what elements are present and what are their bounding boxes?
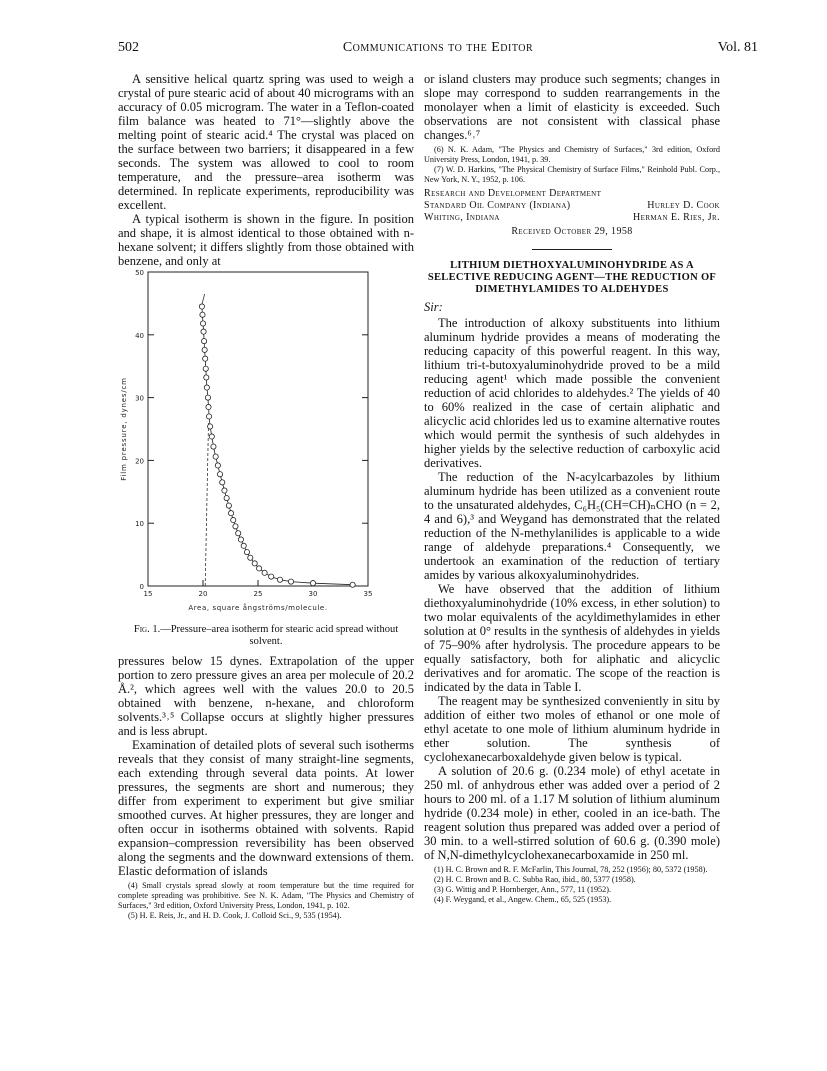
data-point [252, 561, 257, 566]
footnote-r3: (3) G. Wittig and P. Hornberger, Ann., 577, 11 (1952). [434, 885, 612, 894]
y-tick-label: 40 [135, 331, 144, 340]
data-point [238, 537, 243, 542]
data-point [203, 366, 208, 371]
article-title: LITHIUM DIETHOXYALUMINOHYDRIDE AS A SELECTIVE REDUCING AGENT—THE REDUCTION OF DIMETHYLAMIDES TO ALDEHYDES [427, 260, 717, 295]
volume-label: Vol. 81 [717, 40, 758, 55]
y-tick-label: 20 [135, 457, 144, 466]
data-point [209, 434, 214, 439]
data-point [220, 480, 225, 485]
data-point [288, 579, 293, 584]
x-tick-label: 25 [253, 590, 263, 598]
data-point [350, 582, 355, 587]
data-point [248, 555, 253, 560]
left-column [118, 72, 414, 921]
left-paragraph-3: pressures below 15 dynes. Extrapolation of the upper portion to zero pressure gives an area per molecule of 20.2 Å.², which agrees well with the values 20.0 to 20.5 obtained with benzene, n-hexane, and chloroform solvents.³˒⁵ Collapse occurs at slightly higher pressures and is less abrupt. [118, 654, 414, 738]
data-point [222, 488, 227, 493]
x-tick-label: 15 [143, 590, 153, 598]
author-ries: Herman E. Ries, Jr. [633, 212, 720, 223]
data-point [206, 414, 211, 419]
y-tick-label: 0 [139, 583, 144, 591]
data-point [205, 395, 210, 400]
data-point [202, 347, 207, 352]
footnote-5: (5) H. E. Reis, Jr., and H. D. Cook, J. Colloid Sci., 9, 535 (1954). [128, 911, 342, 920]
right-paragraph-5: The reagent may be synthesized conveniently in situ by addition of either two moles of ethanol or one mole of ethyl acetate to one mole of lithium aluminum hydride in ether solution. The synthesis of cyclohexanecarboxaldehyde given below is typical. [424, 694, 720, 764]
y-tick-label: 10 [135, 520, 144, 529]
author-cook: Hurley D. Cook [647, 200, 720, 211]
data-point [206, 404, 211, 409]
figure-caption-text: —Pressure–area isotherm for stearic acid spread without solvent. [160, 624, 399, 647]
isotherm-chart [118, 268, 414, 622]
salutation: Sir: [424, 300, 443, 314]
left-paragraph-1: A sensitive helical quartz spring was used to weigh a crystal of pure stearic acid of about 40 micrograms with an accuracy of 0.05 microgram. The water in a Teflon-coated film balance was heated to 71°—slightly above the melting point of stearic acid.⁴ The crystal was placed on the surface between two barriers; it disappeared in a few seconds. The system was allowed to cool to room temperature, and the pressure–area isotherm was determined. In replicate experiments, reproducibility was excellent. [118, 72, 414, 212]
x-tick-label: 35 [363, 590, 373, 598]
address-company: Standard Oil Company (Indiana) [424, 200, 571, 211]
right-paragraph-1: or island clusters may produce such segments; changes in slope may correspond to sudden rearrangements in the monolayer when a limit of elasticity is exceeded. Such observations are not consistent with classical phase changes.⁶˒⁷ [424, 72, 720, 142]
data-point [211, 444, 216, 449]
footnote-r2: (2) H. C. Brown and B. C. Subba Rao, ibid., 80, 5377 (1958). [434, 875, 636, 884]
data-point [201, 329, 206, 334]
x-axis-label: Area, square ångströms/molecule. [188, 604, 328, 612]
figure-caption-label: Fig. 1. [133, 624, 161, 635]
data-point [217, 472, 222, 477]
footnote-r1: (1) H. C. Brown and R. F. McFarlin, This Journal, 78, 252 (1956); 80, 5372 (1958). [434, 865, 708, 874]
plot-frame [148, 272, 368, 586]
left-paragraph-2: A typical isotherm is shown in the figure. In position and shape, it is almost identical to those obtained with n-hexane solvent; it differs slightly from those obtained with benzene, and only at [118, 212, 414, 268]
data-point [277, 577, 282, 582]
address-department: Research and Development Department [424, 188, 602, 199]
figure-caption [118, 624, 414, 648]
data-point [200, 321, 205, 326]
data-point [215, 463, 220, 468]
footnote-r4: (4) F. Weygand, et al., Angew. Chem., 65, 525 (1953). [434, 895, 612, 904]
right-paragraph-3: The reduction of the N-acylcarbazoles by lithium aluminum hydride has been utilized as a convenient route to the unsaturated aldehydes, C₆H₅(CH=CH)ₙCHO (n = 2, 4 and 6),³ and Weygand has demonstrated that the related reduction of the N-methylanilides is applicable to a wide range of aldehyde preparations.⁴ Consequently, we undertook an examination of the reduction of tertiary amides by various alkoxyaluminohydrides. [424, 470, 720, 582]
right-column [424, 72, 720, 905]
data-point [203, 356, 208, 361]
x-tick-label: 20 [198, 590, 208, 598]
footnote-6: (6) N. K. Adam, "The Physics and Chemistry of Surfaces," 3rd edition, Oxford University Press, London, 1941, p. 39. [424, 145, 720, 164]
data-point [202, 338, 207, 343]
data-point [224, 495, 229, 500]
data-point [199, 304, 204, 309]
right-paragraph-2: The introduction of alkoxy substituents into lithium aluminum hydride provides a means of moderating the reducing capacity of this powerful reagent. In this way, lithium tri-t-butoxyaluminohydride proved to be a mild reducing agent¹ which made possible the convenient reduction of acid chlorides to aldehydes.² The yields of 40 to 60% realized in the case of certain aliphatic and alicyclic acid chlorides led us to examine alternative routes which would permit the synthesis of such aldehydes in higher yields by the selective reduction of carboxylic acid derivatives. [424, 316, 720, 470]
y-axis-label: Film pressure, dynes/cm [120, 377, 128, 481]
data-point [310, 581, 315, 586]
data-point [262, 570, 267, 575]
section-divider [532, 249, 612, 250]
running-title: Communications to the Editor [342, 40, 534, 55]
extrapolation-line [205, 423, 208, 586]
right-paragraph-4: We have observed that the addition of lithium diethoxyaluminohydride (10% excess, in ether solution) to two molar equivalents of the acyldimethylamides in ether solution at 0° results in the synthesis of aldehydes in yields of 75–90% after hydrolysis. The procedure appears to be equally satisfactory, both for aliphatic and alicyclic derivatives and for aromatic. The scope of the reaction is indicated by the data in Table I. [424, 582, 720, 694]
address-city: Whiting, Indiana [424, 212, 500, 223]
data-point [233, 524, 238, 529]
data-point [213, 454, 218, 459]
page-header [118, 40, 758, 60]
author-address [424, 188, 720, 224]
data-point [231, 517, 236, 522]
footnote-7: (7) W. D. Harkins, "The Physical Chemistry of Surface Films," Reinhold Publ. Corp., New York, N. Y., 1952, p. 106. [424, 165, 720, 184]
y-tick-label: 30 [135, 394, 144, 403]
data-point [208, 424, 213, 429]
isotherm-figure [118, 268, 414, 622]
x-tick-label: 30 [308, 590, 318, 598]
data-point [244, 549, 249, 554]
data-point [241, 543, 246, 548]
data-point [236, 531, 241, 536]
left-paragraph-4: Examination of detailed plots of several such isotherms reveals that they consist of many straight-line segments, each extending through several data points. At lower pressures, the segments are short and numerous; they differ from experiment to experiment but give smiliar smoothed curves. At higher pressures, they are longer and often occur in isotherms obtained with solvents. Rapid expansion–compression reversibility has been observed along the segments and the downward extensions of them. Elastic deformation of islands [118, 738, 414, 878]
y-tick-label: 50 [135, 269, 144, 277]
data-point [204, 375, 209, 380]
data-point [204, 385, 209, 390]
right-paragraph-6: A solution of 20.6 g. (0.234 mole) of ethyl acetate in 250 ml. of anhydrous ether was added over a period of 2 hours to 200 ml. of a 1.17 M solution of lithium aluminum hydride (0.234 mole) in ether, cooled in an ice-bath. The reagent solution thus prepared was added over a period of 30 min. to a well-stirred solution of 60.6 g. (0.390 mole) of N,N-dimethylcyclohexanecarboxamide in 250 ml. [424, 764, 720, 862]
isotherm-line [202, 307, 353, 585]
data-point [257, 566, 262, 571]
data-point [228, 511, 233, 516]
footnote-4: (4) Small crystals spread slowly at room temperature but the time required for complete spreading was prohibitive. See N. K. Adam, "The Physics and Chemistry of Surfaces," 3rd edition, Oxford University Press, London, 1941, p. 102. [118, 881, 414, 910]
received-date: Received October 29, 1958 [511, 226, 633, 237]
data-point [269, 574, 274, 579]
data-point [200, 312, 205, 317]
page-number: 502 [118, 40, 139, 55]
data-point [226, 503, 231, 508]
